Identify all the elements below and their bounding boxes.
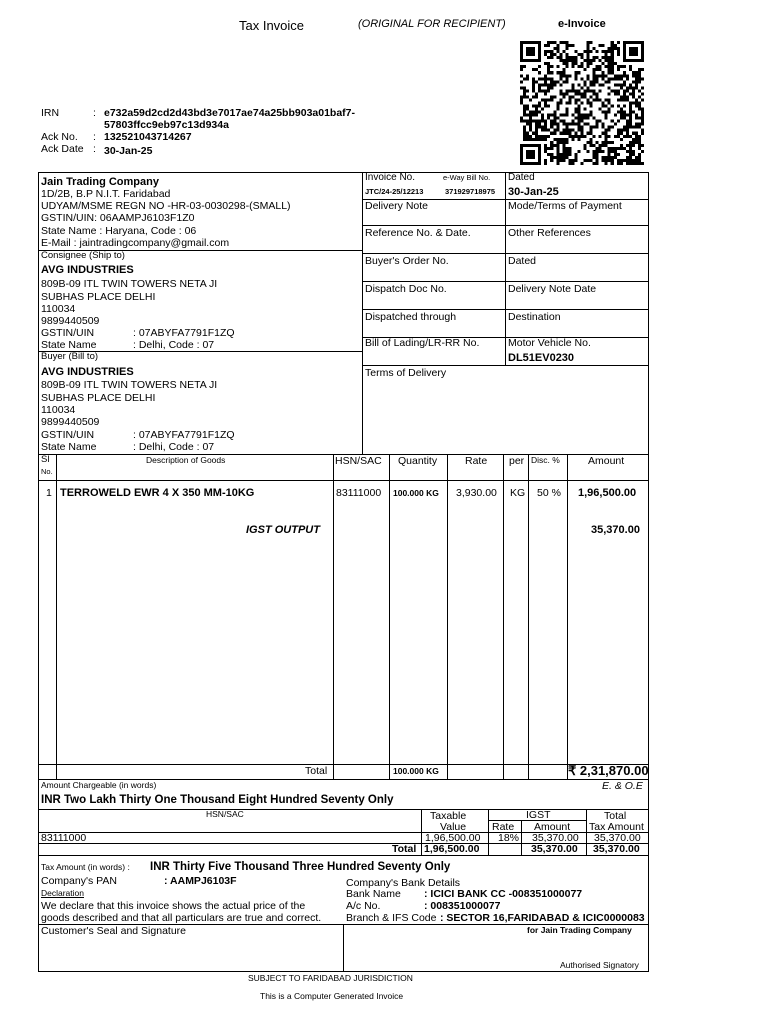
header-description: Description of Goods [146,455,226,465]
buyer-gstin-label: GSTIN/UIN [41,429,95,441]
irn-value-line2: 57803ffcc9eb97c13d934a [104,119,229,131]
other-refs-label: Other References [508,227,591,239]
tax-row-hsn: 83111000 [41,832,87,844]
frame-left-line [38,172,39,971]
consignee-heading: Consignee (Ship to) [41,250,125,261]
jurisdiction-text: SUBJECT TO FARIDABAD JURISDICTION [248,973,413,983]
header-sl: Sl [41,454,50,465]
dispatch-doc-label: Dispatch Doc No. [365,283,447,295]
tax-hsn-header: HSN/SAC [206,809,244,819]
ac-value: : 008351000077 [424,900,501,912]
tax-row-taxable: 1,96,500.00 [425,832,481,844]
eway-no-value: 371929718975 [445,187,496,196]
tax-col-amount [521,820,522,855]
branch-value: : SECTOR 16,FARIDABAD & ICIC0000083 [440,912,645,924]
tax-table-top [38,809,648,810]
page-title: Tax Invoice [239,18,305,33]
details-row3 [362,253,648,254]
header-rate: Rate [465,455,488,467]
invoice-no-value: JTC/24-25/12213 [365,187,424,196]
tax-words-value: INR Thirty Five Thousand Three Hundred Seventy Only [150,861,451,873]
col-desc-divider [333,454,334,779]
bank-heading: Company's Bank Details [346,877,461,889]
details-row5 [362,309,648,310]
tax-rate-header: Rate [492,821,515,833]
dispatched-through-label: Dispatched through [365,311,457,323]
consignee-gstin: : 07ABYFA7791F1ZQ [133,327,235,339]
buyer-phone: 9899440509 [41,416,100,428]
eway-label: e-Way Bill No. [443,173,491,182]
item-amount: 1,96,500.00 [578,487,637,499]
details-row4 [362,281,648,282]
tax-table-bottom [38,855,648,856]
qr-code-icon [520,40,644,166]
ack-no-value: 132521043714267 [104,131,192,143]
details-row2 [362,225,648,226]
computer-generated-text: This is a Computer Generated Invoice [260,991,404,1001]
tax-row-amount: 35,370.00 [532,832,579,844]
consignee-state: : Delhi, Code : 07 [133,339,215,351]
dated-value: 30-Jan-25 [508,186,559,198]
address-divider [362,172,363,454]
buyer-state: : Delhi, Code : 07 [133,441,215,453]
item-description: TERROWELD EWR 4 X 350 MM-10KG [60,487,255,499]
seller-udyam: UDYAM/MSME REGN NO -HR-03-0030298-(SMALL) [41,200,291,212]
items-total-line-top [38,764,648,765]
tax-words-label: Tax Amount (in words) : [41,862,130,872]
ack-date-value: 30-Jan-25 [104,145,153,157]
buyer-addr2: SUBHAS PLACE DELHI [41,392,156,404]
header-disc: Disc. % [531,455,560,465]
irn-label: IRN [41,107,60,119]
items-header-line [38,480,648,481]
item-hsn: 83111000 [336,487,382,499]
tax-total-tax: 35,370.00 [593,843,640,855]
buyers-order-label: Buyer's Order No. [365,255,449,267]
tax-taxable-header1: Taxable [430,810,467,822]
tax-line-amount: 35,370.00 [591,524,640,536]
tax-col-rate [488,809,489,855]
item-disc: 50 % [537,487,561,499]
consignee-name: AVG INDUSTRIES [41,264,134,276]
col-hsn-divider [389,454,390,779]
seller-gstin: GSTIN/UIN: 06AAMPJ6103F1Z0 [41,212,195,224]
consignee-phone: 9899440509 [41,315,100,327]
frame-bottom-line [38,971,649,972]
delivery-note-label: Delivery Note [365,200,429,212]
destination-label: Destination [508,311,561,323]
consignee-addr1: 809B-09 ITL TWIN TOWERS NETA JI [41,278,218,290]
frame-right-line [648,172,649,971]
buyer-pin: 110034 [41,404,76,416]
col-qty-divider [447,454,448,779]
seller-email: E-Mail : jaintradingcompany@gmail.com [41,237,230,249]
col-disc-divider [567,454,568,779]
tax-amount-header: Amount [534,821,571,833]
authorised-signatory: Authorised Signatory [560,960,639,970]
reference-label: Reference No. & Date. [365,227,471,239]
branch-label: Branch & IFS Code [346,912,437,924]
motor-vehicle-value: DL51EV0230 [508,352,575,364]
ack-date-label: Ack Date [41,143,84,155]
invoice-no-label: Invoice No. [365,172,416,183]
pan-value: : AAMPJ6103F [164,875,237,887]
consignee-pin: 110034 [41,303,76,315]
header-amount: Amount [588,455,625,467]
ack-date-colon: : [93,143,96,155]
irn-value-line1: e732a59d2cd2d43bd3e7017ae74a25bb903a01baf7- [104,107,356,119]
col-sl-divider [56,454,57,779]
tax-total-amount: 35,370.00 [531,843,578,855]
buyer-name: AVG INDUSTRIES [41,366,134,378]
tax-igst-header: IGST [526,809,551,821]
header-quantity: Quantity [398,455,438,467]
buyer-heading: Buyer (Bill to) [41,351,99,362]
header-hsn: HSN/SAC [335,455,382,467]
tax-total-header2: Tax Amount [589,821,644,833]
items-total-amount: ₹ 2,31,870.00 [568,763,649,778]
item-sl: 1 [46,487,52,499]
buyer-addr1: 809B-09 ITL TWIN TOWERS NETA JI [41,379,218,391]
tax-row-total: 35,370.00 [594,832,641,844]
col-rate-divider [503,454,504,779]
tax-total-taxable: 1,96,500.00 [424,843,480,855]
amount-words-label: Amount Chargeable (in words) [41,780,157,790]
tax-col-taxable [421,809,422,855]
buyer-gstin: : 07ABYFA7791F1ZQ [133,429,235,441]
items-total-quantity: 100.000 KG [393,766,439,776]
buyer-state-label: State Name [41,441,97,453]
bill-of-lading-label: Bill of Lading/LR-RR No. [365,337,480,349]
consignee-state-label: State Name [41,339,97,351]
col-per-divider [528,454,529,779]
consignee-addr2: SUBHAS PLACE DELHI [41,291,156,303]
seller-state: State Name : Haryana, Code : 06 [41,225,197,237]
consignee-gstin-label: GSTIN/UIN [41,327,95,339]
einvoice-label: e-Invoice [558,18,606,30]
tax-total-header1: Total [604,810,627,822]
bank-name-label: Bank Name [346,888,401,900]
copy-label: (ORIGINAL FOR RECIPIENT) [358,18,506,30]
details-row7 [362,365,648,366]
mode-terms-label: Mode/Terms of Payment [508,200,622,212]
bank-name-value: : ICICI BANK CC -008351000077 [424,888,583,900]
ac-label: A/c No. [346,900,381,912]
eoe-label: E. & O.E [602,780,643,792]
tax-line-label: IGST OUTPUT [246,524,320,536]
tax-taxable-header2: Value [440,821,467,833]
declaration-line1: We declare that this invoice shows the actual price of the [41,900,306,912]
declaration-heading: Declaration [41,888,84,898]
for-company-label: for Jain Trading Company [527,925,632,935]
item-quantity: 100.000 KG [393,488,439,498]
item-per: KG [510,487,526,499]
items-total-label: Total [305,765,328,777]
terms-delivery-label: Terms of Delivery [365,367,447,379]
header-no: No. [41,467,53,476]
tax-row-rate: 18% [498,832,520,844]
customer-seal-label: Customer's Seal and Signature [41,925,187,937]
delivery-note-date-label: Delivery Note Date [508,283,597,295]
frame-top-line [38,172,648,173]
amount-words-value: INR Two Lakh Thirty One Thousand Eight Hundred Seventy Only [41,794,394,806]
pan-label: Company's PAN [41,875,117,887]
signature-divider [343,924,344,971]
irn-colon: : [93,107,96,119]
ack-no-label: Ack No. [41,131,78,143]
motor-vehicle-label: Motor Vehicle No. [508,337,591,349]
seller-name: Jain Trading Company [41,176,159,188]
tax-total-label: Total [392,843,417,855]
dated2-label: Dated [508,255,537,267]
ack-no-colon: : [93,131,96,143]
tax-col-total [586,809,587,855]
dated-label: Dated [508,172,535,183]
seller-address: 1D/2B, B.P N.I.T. Faridabad [41,188,171,200]
item-rate: 3,930.00 [456,487,497,499]
header-per: per [509,455,525,467]
declaration-line2: goods described and that all particulars are true and correct. [41,912,322,924]
